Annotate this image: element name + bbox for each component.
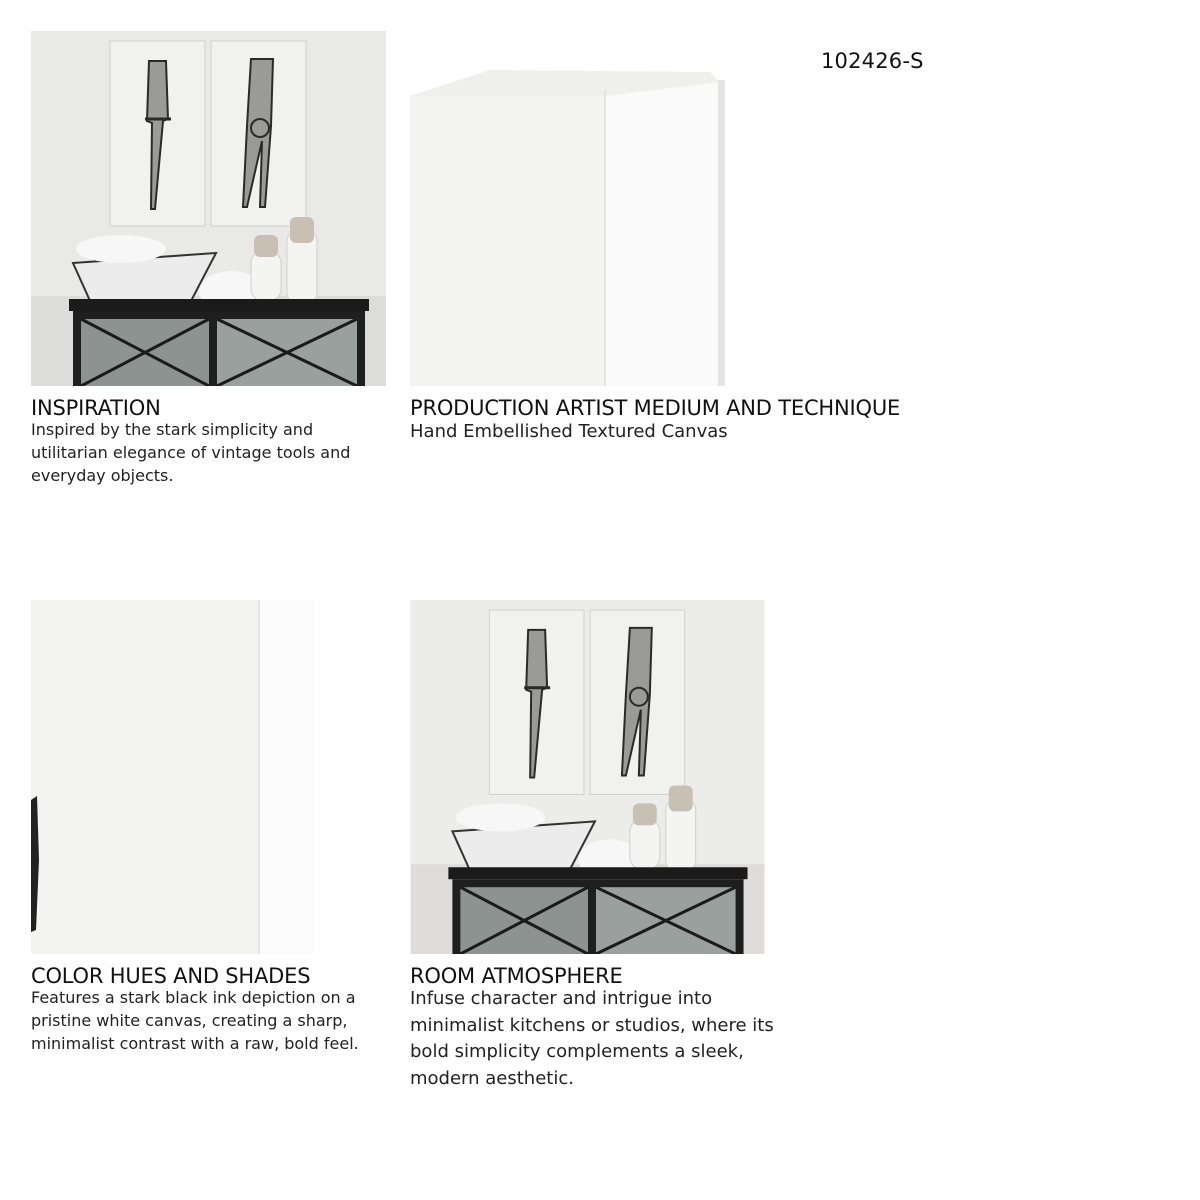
canvas-corner-illustration [410, 70, 725, 386]
room-scene-illustration-2 [410, 600, 765, 954]
canvas-edge-illustration [31, 600, 314, 954]
inspiration-heading: INSPIRATION [31, 396, 161, 420]
inspiration-text: Inspired by the stark simplicity and utilitarian elegance of vintage tools and everyday objects. [31, 420, 351, 485]
room-atmosphere-text: Infuse character and intrigue into minimalist kitchens or studios, where its bold simplicity complements a sleek, modern aesthetic. [410, 988, 774, 1089]
production-medium-text: Hand Embellished Textured Canvas [410, 421, 728, 442]
production-medium-heading: PRODUCTION ARTIST MEDIUM AND TECHNIQUE [410, 396, 901, 420]
canvas-edge-photo [31, 600, 314, 954]
room-scene-illustration [31, 31, 386, 386]
room-scene-photo-2 [410, 600, 765, 954]
room-atmosphere-heading: ROOM ATMOSPHERE [410, 964, 623, 988]
canvas-corner-photo [410, 70, 725, 386]
color-hues-heading: COLOR HUES AND SHADES [31, 964, 311, 988]
color-hues-text: Features a stark black ink depiction on a pristine white canvas, creating a sharp, minimalist contrast with a raw, bold feel. [31, 988, 359, 1053]
product-sku: 102426-S [821, 49, 924, 73]
room-scene-photo [31, 31, 386, 386]
